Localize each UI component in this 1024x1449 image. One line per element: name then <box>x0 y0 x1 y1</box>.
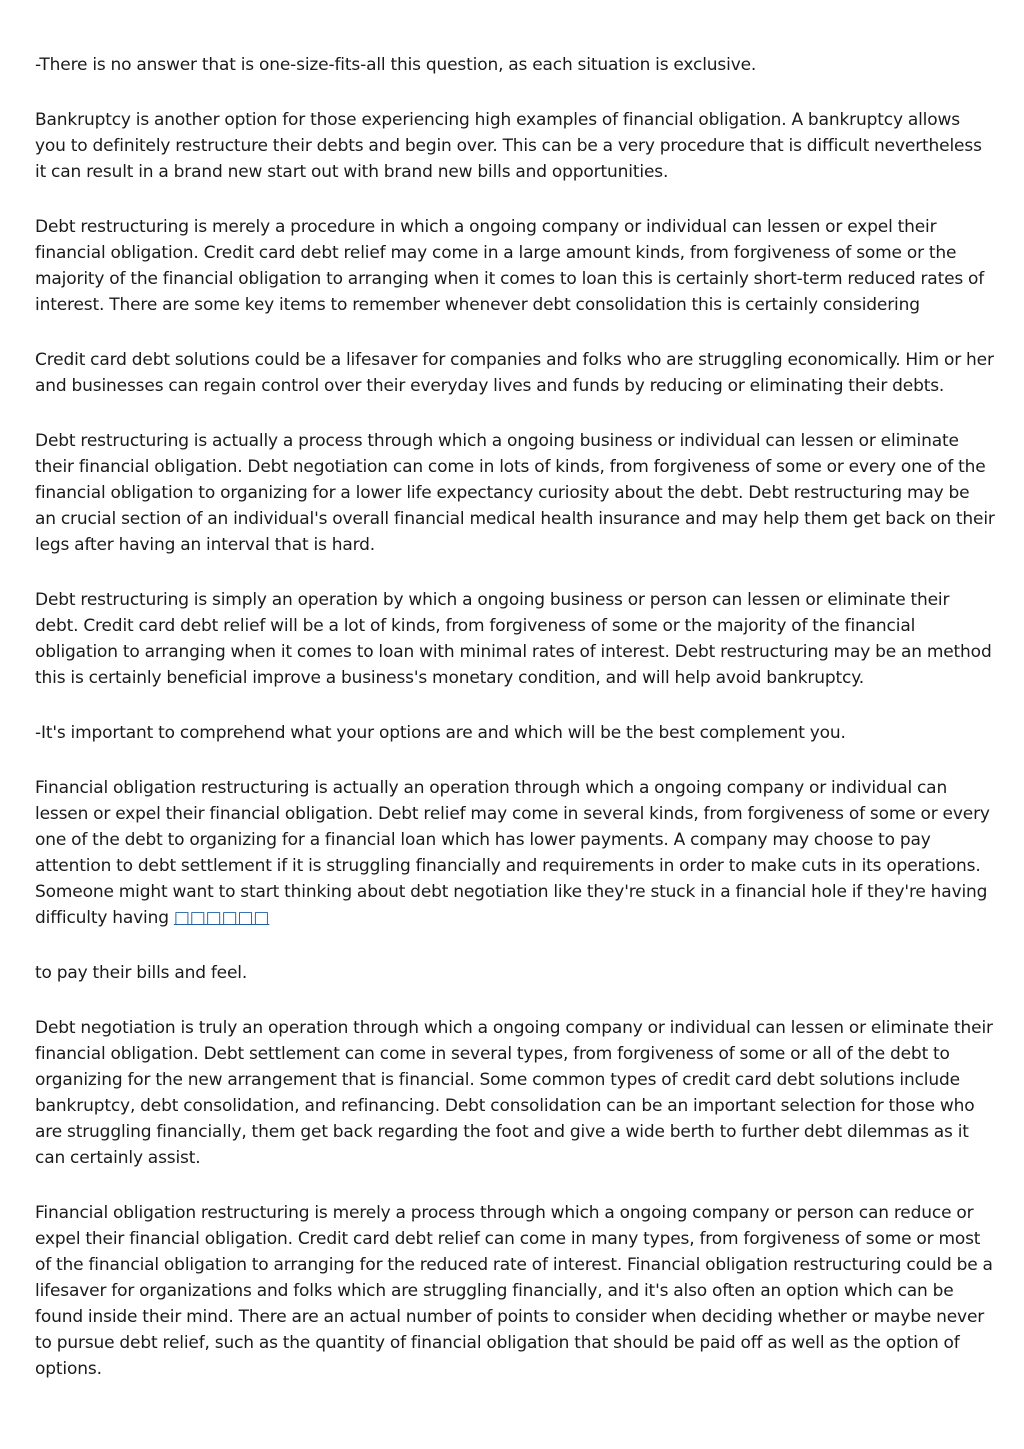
paragraph-pay-bills: to pay their bills and feel. <box>35 963 248 983</box>
paragraph-options: -It's important to comprehend what your options are and which will be the best complement you. <box>35 723 846 743</box>
paragraph-debt-restructuring-2: Debt restructuring is actually a process through which a ongoing business or individual can lessen or eliminate their financial obligation. Debt negotiation can come in lots of kinds, from forgiveness of some or every one of the financial obligation to organizing for a lower life expectancy curiosity about the debt. Debt restructuring may be an crucial section of an individual's overall financial medical health insurance and may help them get back on their legs after having an interval that is hard. <box>35 431 995 555</box>
article-body <box>35 52 995 1411</box>
paragraph-lifesaver: Credit card debt solutions could be a lifesaver for companies and folks who are struggling economically. Him or her and businesses can regain control over their everyday lives and funds by reducing or eliminating their debts. <box>35 350 994 396</box>
paragraph-debt-negotiation: Debt negotiation is truly an operation through which a ongoing company or individual can lessen or eliminate their financial obligation. Debt settlement can come in several types, from forgiveness of some or all of the debt to organizing for the new arrangement that is financial. Some common types of credit card debt solutions include bankruptcy, debt consolidation, and refinancing. Debt consolidation can be an important selection for those who are struggling financially, them get back regarding the foot and give a wide berth to further debt dilemmas as it can certainly assist. <box>35 1018 993 1168</box>
paragraph-with-link-text: Financial obligation restructuring is actually an operation through which a ongoing company or individual can lessen or expel their financial obligation. Debt relief may come in several kinds, from forgiveness of some or every one of the debt to organizing for a financial loan which has lower payments. A company may choose to pay attention to debt settlement if it is struggling financially and requirements in order to make cuts in its operations. Someone might want to start thinking about debt negotiation like they're stuck in a financial hole if they're having difficulty having <box>35 778 990 928</box>
paragraph-no-single-answer: -There is no answer that is one-size-fits-all this question, as each situation is exclusive. <box>35 55 757 75</box>
paragraph-with-link <box>35 775 995 931</box>
inline-link[interactable]: □□□□□□ <box>173 908 270 928</box>
paragraph-financial-obligation-restructuring: Financial obligation restructuring is merely a process through which a ongoing company or person can reduce or expel their financial obligation. Credit card debt relief can come in many types, from forgiveness of some or most of the financial obligation to arranging for the reduced rate of interest. Financial obligation restructuring could be a lifesaver for organizations and folks which are struggling financially, and it's also often an option which can be found inside their mind. There are an actual number of points to consider when deciding whether or maybe never to pursue debt relief, such as the quantity of financial obligation that should be paid off as well as the option of options. <box>35 1203 993 1379</box>
paragraph-bankruptcy: Bankruptcy is another option for those experiencing high examples of financial obligation. A bankruptcy allows you to definitely restructure their debts and begin over. This can be a very procedure that is difficult nevertheless it can result in a brand new start out with brand new bills and opportunities. <box>35 110 982 182</box>
paragraph-debt-restructuring-3: Debt restructuring is simply an operation by which a ongoing business or person can lessen or eliminate their debt. Credit card debt relief will be a lot of kinds, from forgiveness of some or the majority of the financial obligation to arranging when it comes to loan with minimal rates of interest. Debt restructuring may be an method this is certainly beneficial improve a business's monetary condition, and will help avoid bankruptcy. <box>35 590 992 688</box>
paragraph-debt-restructuring-1: Debt restructuring is merely a procedure in which a ongoing company or individual can lessen or expel their financial obligation. Credit card debt relief may come in a large amount kinds, from forgiveness of some or the majority of the financial obligation to arranging when it comes to loan this is certainly short-term reduced rates of interest. There are some key items to remember whenever debt consolidation this is certainly considering <box>35 217 985 315</box>
